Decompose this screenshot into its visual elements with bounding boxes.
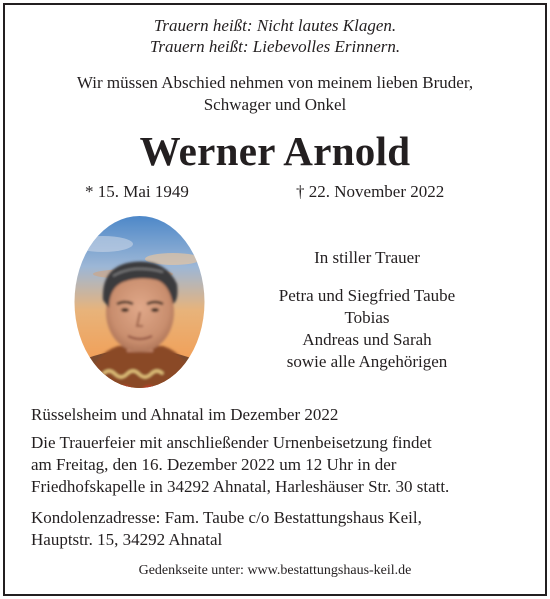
ceremony-line-1: Die Trauerfeier mit anschließender Urnenbeisetzung findet: [31, 433, 432, 452]
deceased-name: Werner Arnold: [139, 128, 411, 174]
mourning-heading: In stiller Trauer: [314, 248, 420, 267]
ceremony-line-3: Friedhofskapelle in 34292 Ahnatal, Harleshäuser Str. 30 statt.: [31, 477, 450, 496]
mourner-name: Andreas und Sarah: [302, 330, 432, 349]
motto-line-1: Trauern heißt: Nicht lautes Klagen.: [153, 16, 397, 35]
ceremony-line-2: am Freitag, den 16. Dezember 2022 um 12 Uhr in der: [31, 455, 397, 474]
intro-text: [0, 72, 550, 116]
condolence-line-1: Kondolenzadresse: Fam. Taube c/o Bestattungshaus Keil,: [31, 508, 422, 527]
mourner-name: sowie alle Angehörigen: [286, 352, 448, 371]
mourner-name: Petra und Siegfried Taube: [278, 286, 456, 305]
death-date: † 22. November 2022: [296, 182, 445, 201]
memorial-page-link[interactable]: Gedenkseite unter: www.bestattungshaus-keil.de: [138, 563, 412, 578]
mourner-name: Tobias: [344, 308, 390, 327]
birth-date: * 15. Mai 1949: [85, 182, 189, 201]
portrait-photo: [73, 214, 206, 390]
motto-line-2: Trauern heißt: Liebevolles Erinnern.: [149, 37, 401, 56]
ceremony-details: [31, 432, 531, 498]
motto: [0, 15, 550, 57]
condolence-line-2: Hauptstr. 15, 34292 Ahnatal: [31, 530, 223, 549]
mourners-block: [242, 247, 492, 373]
intro-line-1: Wir müssen Abschied nehmen von meinem lieben Bruder,: [76, 73, 474, 92]
intro-line-2: Schwager und Onkel: [203, 95, 347, 114]
place-and-date: Rüsselsheim und Ahnatal im Dezember 2022: [31, 405, 339, 424]
condolence-address: [31, 507, 531, 551]
